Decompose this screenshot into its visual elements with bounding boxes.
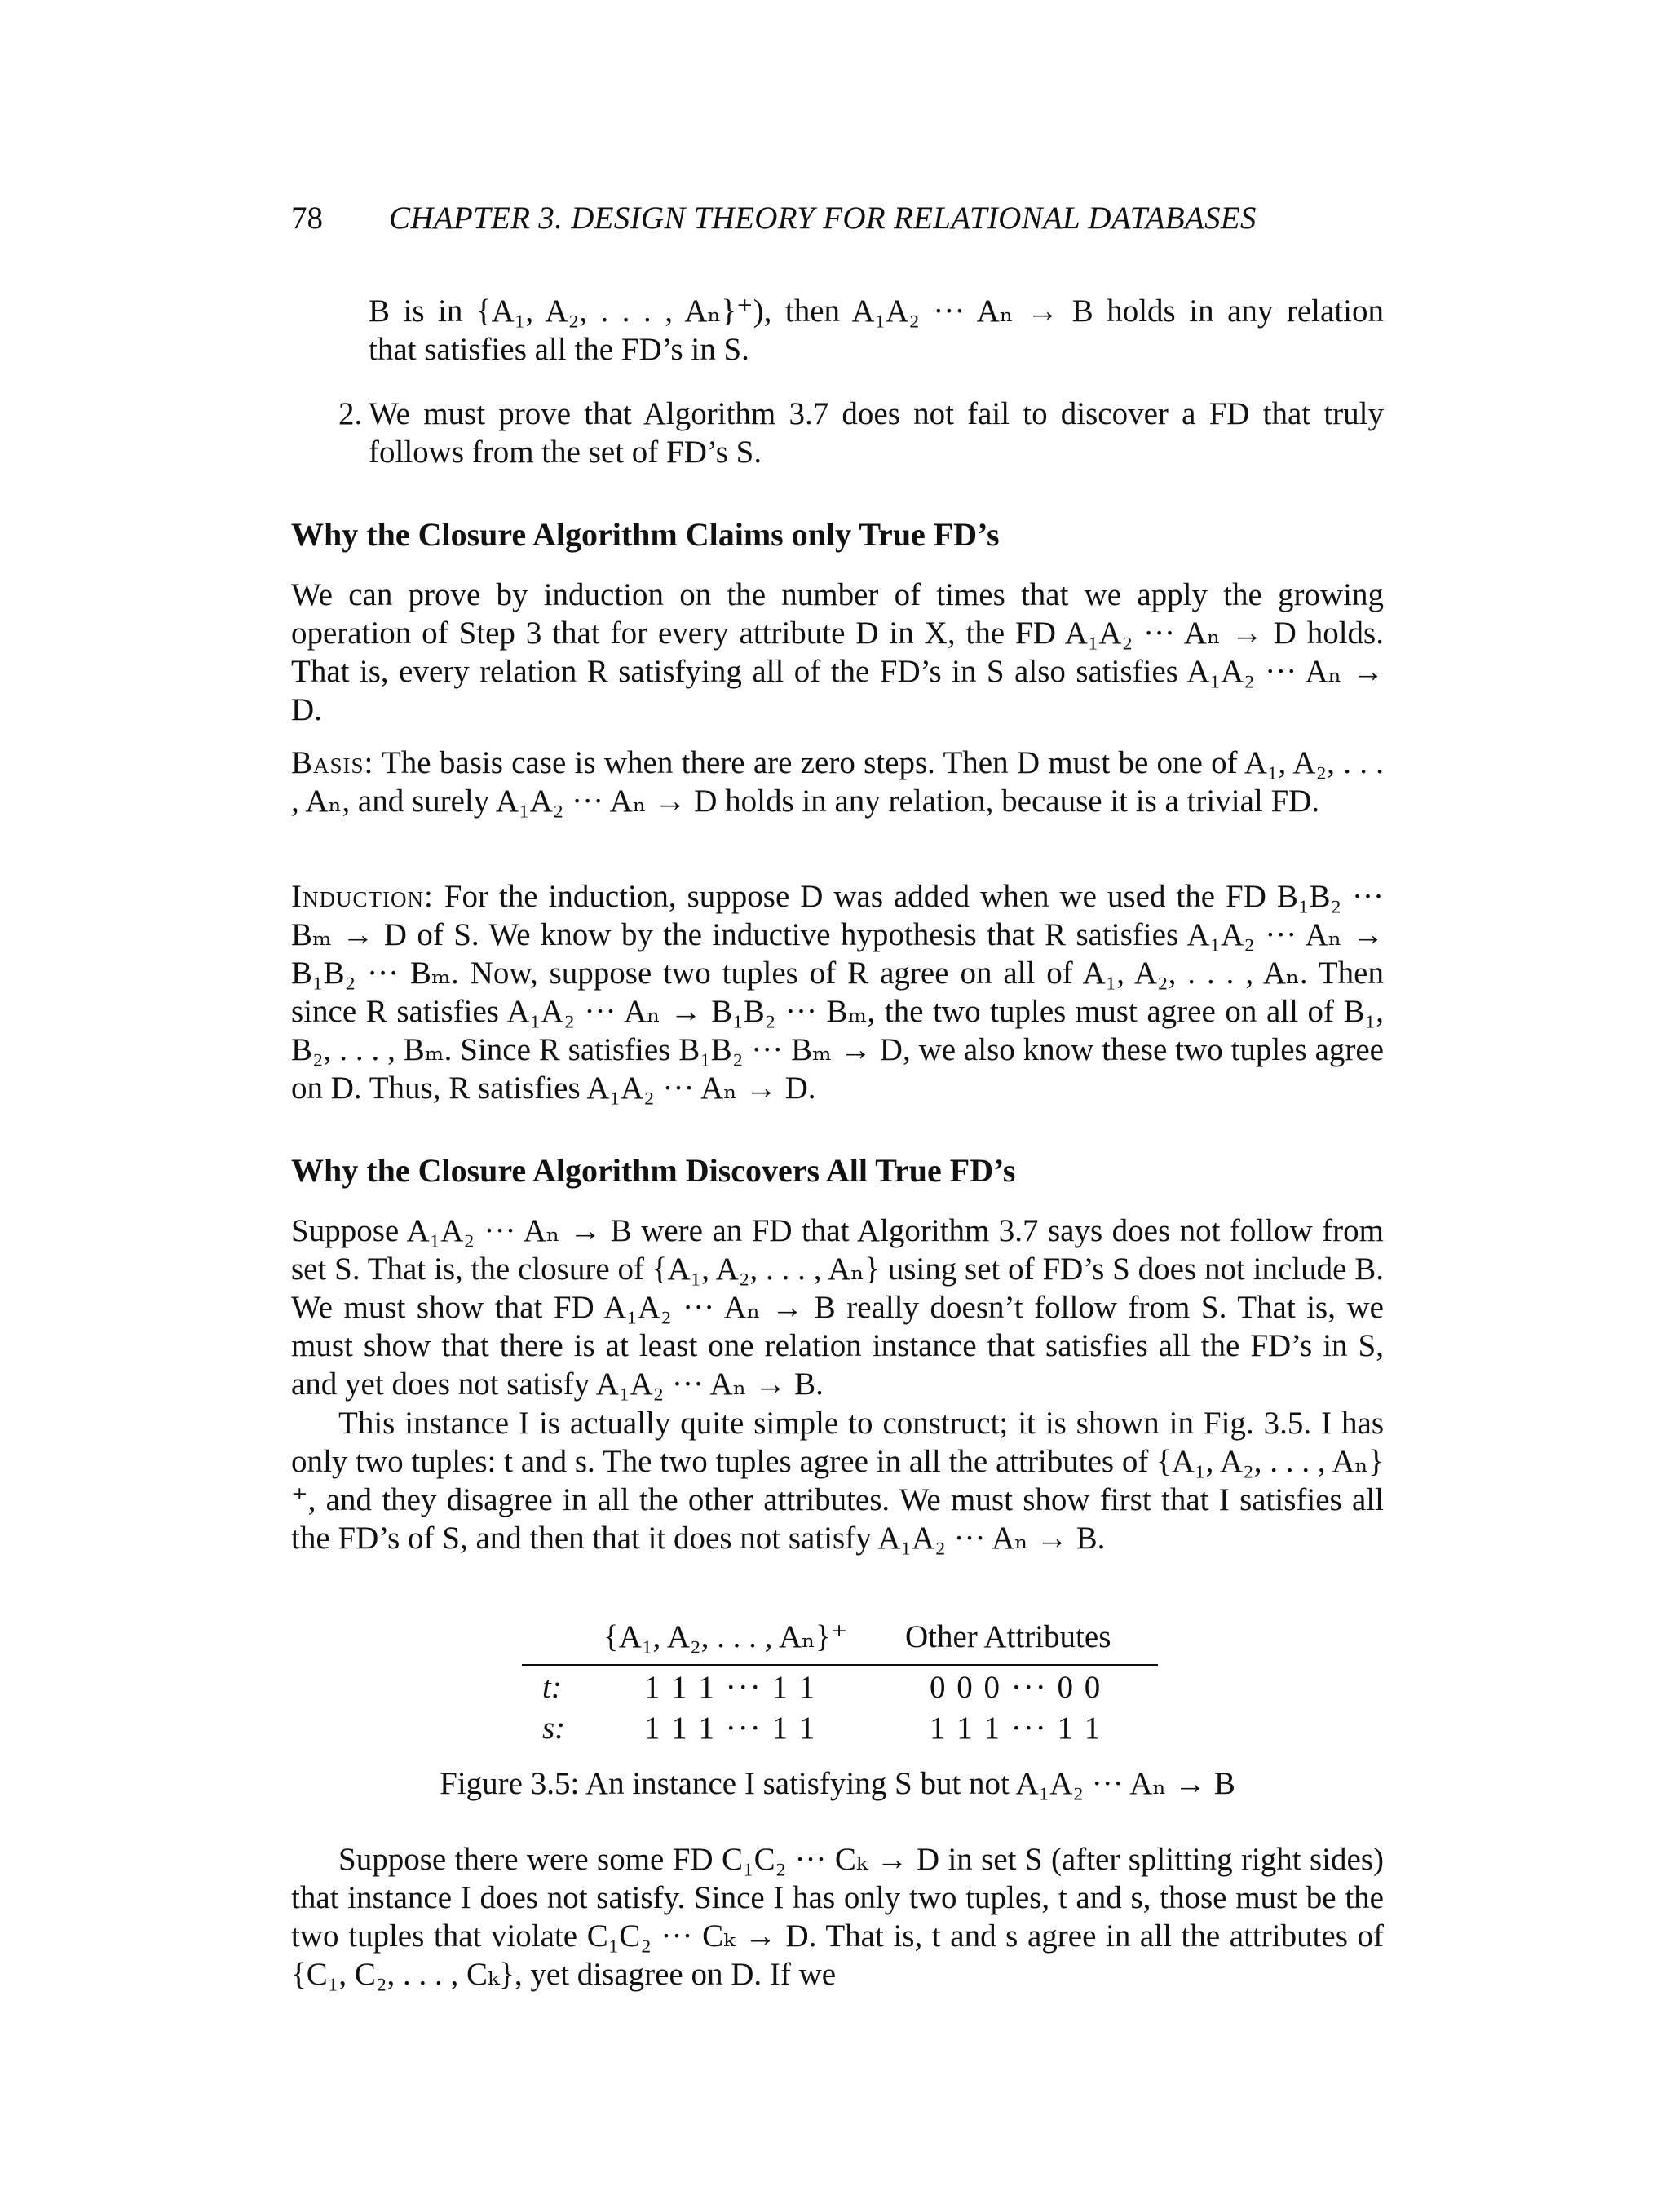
row-label-s: s: <box>542 1711 566 1746</box>
chapter-title: CHAPTER 3. DESIGN THEORY FOR RELATIONAL DATABASES <box>389 201 1257 236</box>
paragraph-induction <box>291 877 1384 1107</box>
paragraph-final: Suppose there were some FD C₁C₂ ··· Cₖ → D in set S (after splitting right sides) that instance I does not satisfy. Since I has only two tuples, t and s, those must be the two tuples that violate C₁C₂ ··· Cₖ → D. That is, t and s agree in all the attributes of {C₁, C₂, . . . , Cₖ}, yet disagree on D. If we <box>291 1842 1384 1992</box>
list-item-2 <box>338 395 1384 471</box>
table-cell: 1 1 1 ··· 1 1 <box>644 1711 817 1746</box>
column-header-other: Other Attributes <box>905 1619 1111 1654</box>
table-cell: 1 1 1 ··· 1 1 <box>930 1711 1102 1746</box>
table-cell: 1 1 1 ··· 1 1 <box>644 1670 817 1705</box>
induction-text: For the induction, suppose D was added when we used the FD B₁B₂ ··· Bₘ → D of S. We know by the inductive hypothesis that R satisfies A₁A₂ ··· Aₙ → B₁B₂ ··· Bₘ. Now, suppose two tuples of R agree on all of A₁, A₂, . . . , Aₙ. Then since R satisfies A₁A₂ ··· Aₙ → B₁B₂ ··· Bₘ, the two tuples must agree on all of B₁, B₂, . . . , Bₘ. Since R satisfies B₁B₂ ··· Bₘ → D, we also know these two tuples agree on D. Thus, R satisfies A₁A₂ ··· Aₙ → D. <box>291 879 1385 1106</box>
paragraph-basis <box>291 744 1384 820</box>
page-number: 78 <box>291 201 323 236</box>
section-heading-claims: Why the Closure Algorithm Claims only True FD’s <box>291 516 1000 553</box>
paragraph-suppose: Suppose A₁A₂ ··· Aₙ → B were an FD that Algorithm 3.7 says does not follow from set S. That is, the closure of {A₁, A₂, . . . , Aₙ} using set of FD’s S does not include B. We must show that FD A₁A₂ ··· Aₙ → B really doesn’t follow from S. That is, we must show that there is at least one relation instance that satisfies all the FD’s in S, and yet does not satisfy A₁A₂ ··· Aₙ → B. <box>291 1213 1384 1402</box>
basis-text: The basis case is when there are zero steps. Then D must be one of A₁, A₂, . . . , Aₙ, and surely A₁A₂ ··· Aₙ → D holds in any relation, because it is a trivial FD. <box>291 745 1385 819</box>
paragraph-instance: This instance I is actually quite simple to construct; it is shown in Fig. 3.5. I has only two tuples: t and s. The two tuples agree in all the attributes of {A₁, A₂, . . . , Aₙ}⁺, and they disagree in all the other attributes. We must show first that I satisfies all the FD’s of S, and then that it does not satisfy A₁A₂ ··· Aₙ → B. <box>291 1406 1384 1556</box>
column-header-closure: {A₁, A₂, . . . , Aₙ}⁺ <box>603 1619 848 1654</box>
row-label-t: t: <box>542 1670 562 1705</box>
table-cell: 0 0 0 ··· 0 0 <box>930 1670 1102 1705</box>
list-item-number: 2. <box>338 396 363 431</box>
section-heading-discovers: Why the Closure Algorithm Discovers All True FD’s <box>291 1152 1016 1189</box>
running-header <box>291 200 1384 242</box>
table-rule <box>522 1664 1158 1666</box>
basis-label: Basis: <box>291 745 374 780</box>
continued-line-2: that satisfies all the FD’s in S. <box>369 332 749 367</box>
continued-list-item <box>369 292 1384 369</box>
induction-label: Induction: <box>291 879 434 914</box>
list-item-text: We must prove that Algorithm 3.7 does not fail to discover a FD that truly follows from the set of FD’s S. <box>369 396 1384 470</box>
paragraph-intro: We can prove by induction on the number of times that we apply the growing operation of Step 3 that for every attribute D in X, the FD A₁A₂ ··· Aₙ → D holds. That is, every relation R satisfying all of the FD’s in S also satisfies A₁A₂ ··· Aₙ → D. <box>291 577 1384 727</box>
continued-line-1: B is in {A₁, A₂, . . . , Aₙ}⁺), then A₁A₂ ··· Aₙ → B holds in any relation <box>369 294 1384 329</box>
figure-caption: Figure 3.5: An instance I satisfying S but not A₁A₂ ··· Aₙ → B <box>440 1766 1235 1801</box>
